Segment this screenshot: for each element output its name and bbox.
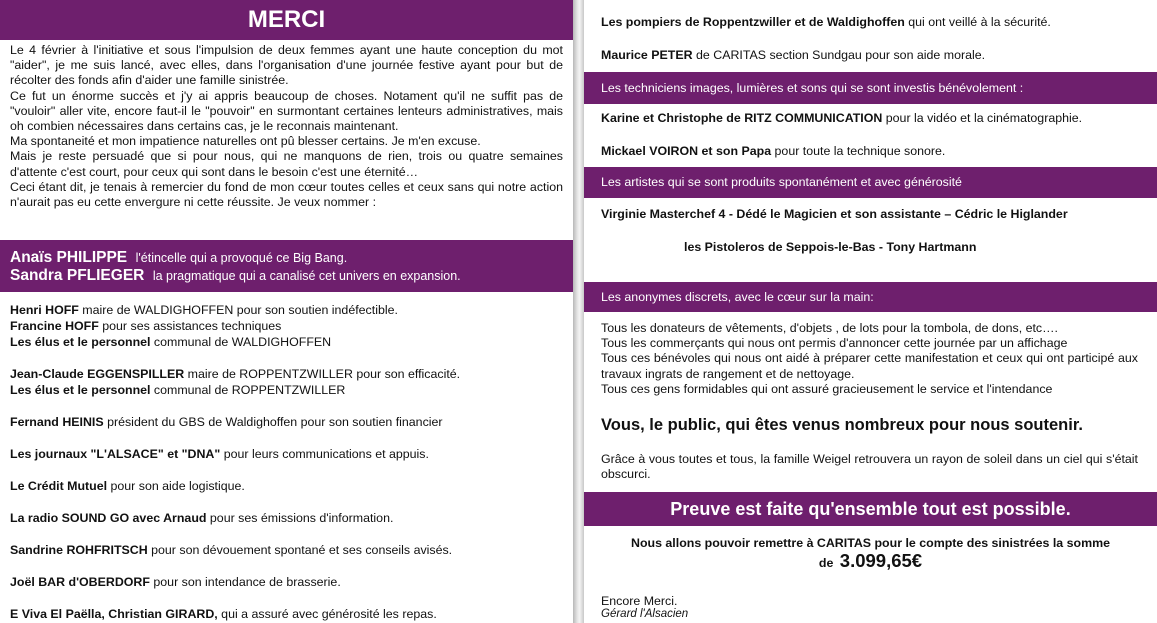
section-header-label: Les anonymes discrets, avec le cœur sur la main:	[601, 290, 874, 304]
intro-paragraph: Mais je reste persuadé que si pour nous, qui ne manquons de rien, trois ou quatre semaines d'attente c'est court, pour ceux qui sont dans le besoin c'est une éternité…	[10, 149, 563, 179]
intro-paragraph: Ma spontaneité et mon impatience naturelles ont pû blesser certains. Je m'en excuse.	[10, 134, 481, 149]
thanks-item: Jean-Claude EGGENSPILLER maire de ROPPENTZWILLER pour son efficacité.	[10, 367, 461, 381]
caritas-line: Nous allons pouvoir remettre à CARITAS pour le compte des sinistrées la somme	[631, 536, 1110, 550]
thanks-item: Francine HOFF pour ses assistances techniques	[10, 319, 282, 333]
thanks-item: Fernand HEINIS président du GBS de Waldighoffen pour son soutien financier	[10, 415, 443, 429]
caritas-amount-line	[584, 550, 1157, 571]
founder-desc: l'étincelle qui a provoqué ce Big Bang.	[135, 251, 348, 265]
artists-line: les Pistoleros de Seppois-le-Bas - Tony Hartmann	[684, 240, 977, 254]
section-header-technicians	[584, 72, 1157, 104]
anonymous-line: Tous les commerçants qui nous ont permis d'annoncer cette journée par un affichage	[601, 336, 1068, 351]
founders-banner	[0, 240, 573, 292]
anonymous-line: Tous ces gens formidables qui ont assuré gracieusement le service et l'intendance	[601, 381, 1053, 396]
thanks-item: Le Crédit Mutuel pour son aide logistique.	[10, 479, 245, 493]
founder-name: Sandra PFLIEGER	[10, 267, 145, 284]
section-header-anonymous	[584, 282, 1157, 312]
donation-amount: 3.099,65€	[839, 550, 923, 571]
section-header-label: Les artistes qui se sont produits spontanément et avec générosité	[601, 175, 962, 189]
proof-text: Preuve est faite qu'ensemble tout est possible.	[670, 499, 1071, 519]
grace-text: Grâce à vous toutes et tous, la famille Weigel retrouvera un rayon de soleil dans un ciel qui s'était obscurci.	[601, 452, 1138, 482]
closing-text: Encore Merci.	[601, 594, 678, 608]
caritas-de: de	[818, 556, 834, 570]
merci-banner	[0, 0, 573, 40]
thanks-item: Les élus et le personnel communal de WALDIGHOFFEN	[10, 335, 332, 349]
right-column	[584, 0, 1157, 623]
anonymous-line: Tous ces bénévoles qui nous ont aidé à préparer cette manifestation et ceux qui ont participé aux travaux ingrats de rangement et de nettoyage.	[601, 351, 1138, 381]
thanks-item: Sandrine ROHFRITSCH pour son dévouement spontané et ses conseils avisés.	[10, 543, 453, 557]
thanks-item: Mickael VOIRON et son Papa pour toute la technique sonore.	[601, 144, 946, 158]
thanks-item: La radio SOUND GO avec Arnaud pour ses émissions d'information.	[10, 511, 394, 525]
thanks-item: Les journaux "L'ALSACE" et "DNA" pour leurs communications et appuis.	[10, 447, 429, 461]
section-header-artists	[584, 167, 1157, 198]
signature: Gérard l'Alsacien	[601, 608, 689, 620]
left-column	[0, 0, 573, 623]
thanks-item: Joël BAR d'OBERDORF pour son intendance de brasserie.	[10, 575, 341, 589]
thanks-item: Les élus et le personnel communal de ROPPENTZWILLER	[10, 383, 346, 397]
intro-paragraph: Ceci étant dit, je tenais à remercier du fond de mon cœur toutes celles et ceux sans qui notre action n'aurait pas eu cette envergure ni cette réussite. Je veux nommer :	[10, 179, 563, 210]
thanks-item: Maurice PETER de CARITAS section Sundgau pour son aide morale.	[601, 48, 986, 62]
page-title: MERCI	[247, 6, 326, 33]
column-divider	[573, 0, 584, 623]
intro-paragraph: Ce fut un énorme succès et j'y ai appris beaucoup de choses. Notament qu'il ne suffit pas de "vouloir" aller vite, encore faut-il le "pouvoir" en surmontant certaines lenteurs administratives, mais oh combien nécessaires dans certains cas, je le reconnais maintenant.	[10, 88, 563, 134]
intro-text	[10, 43, 563, 210]
artists-line: Virginie Masterchef 4 - Dédé le Magicien et son assistante – Cédric le Higlander	[601, 207, 1068, 221]
thanks-item: Henri HOFF maire de WALDIGHOFFEN pour son soutien indéfectible.	[10, 303, 398, 317]
thanks-item: Karine et Christophe de RITZ COMMUNICATION pour la vidéo et la cinématographie.	[601, 111, 1083, 125]
founder-name: Anaïs PHILIPPE	[10, 249, 128, 266]
section-header-label: Les techniciens images, lumières et sons qui se sont investis bénévolement :	[601, 81, 1024, 95]
public-thanks: Vous, le public, qui êtes venus nombreux pour nous soutenir.	[601, 416, 1083, 434]
thanks-item: E Viva El Paëlla, Christian GIRARD, qui a assuré avec générosité les repas.	[10, 607, 437, 621]
anonymous-list	[601, 321, 1138, 397]
proof-banner	[584, 492, 1157, 526]
founder-desc: la pragmatique qui a canalisé cet univers en expansion.	[152, 269, 461, 283]
intro-paragraph: Le 4 février à l'initiative et sous l'impulsion de deux femmes ayant une haute conception du mot "aider", je me suis lancé, avec elles, dans l'organisation d'une journée festive ayant pour but de récolter des fonds afin d'aider une famille sinistrée.	[10, 43, 563, 88]
anonymous-line: Tous les donateurs de vêtements, d'objets , de lots pour la tombola, de dons, etc….	[601, 321, 1058, 335]
thanks-item: Les pompiers de Roppentzwiller et de Waldighoffen qui ont veillé à la sécurité.	[601, 15, 1051, 29]
